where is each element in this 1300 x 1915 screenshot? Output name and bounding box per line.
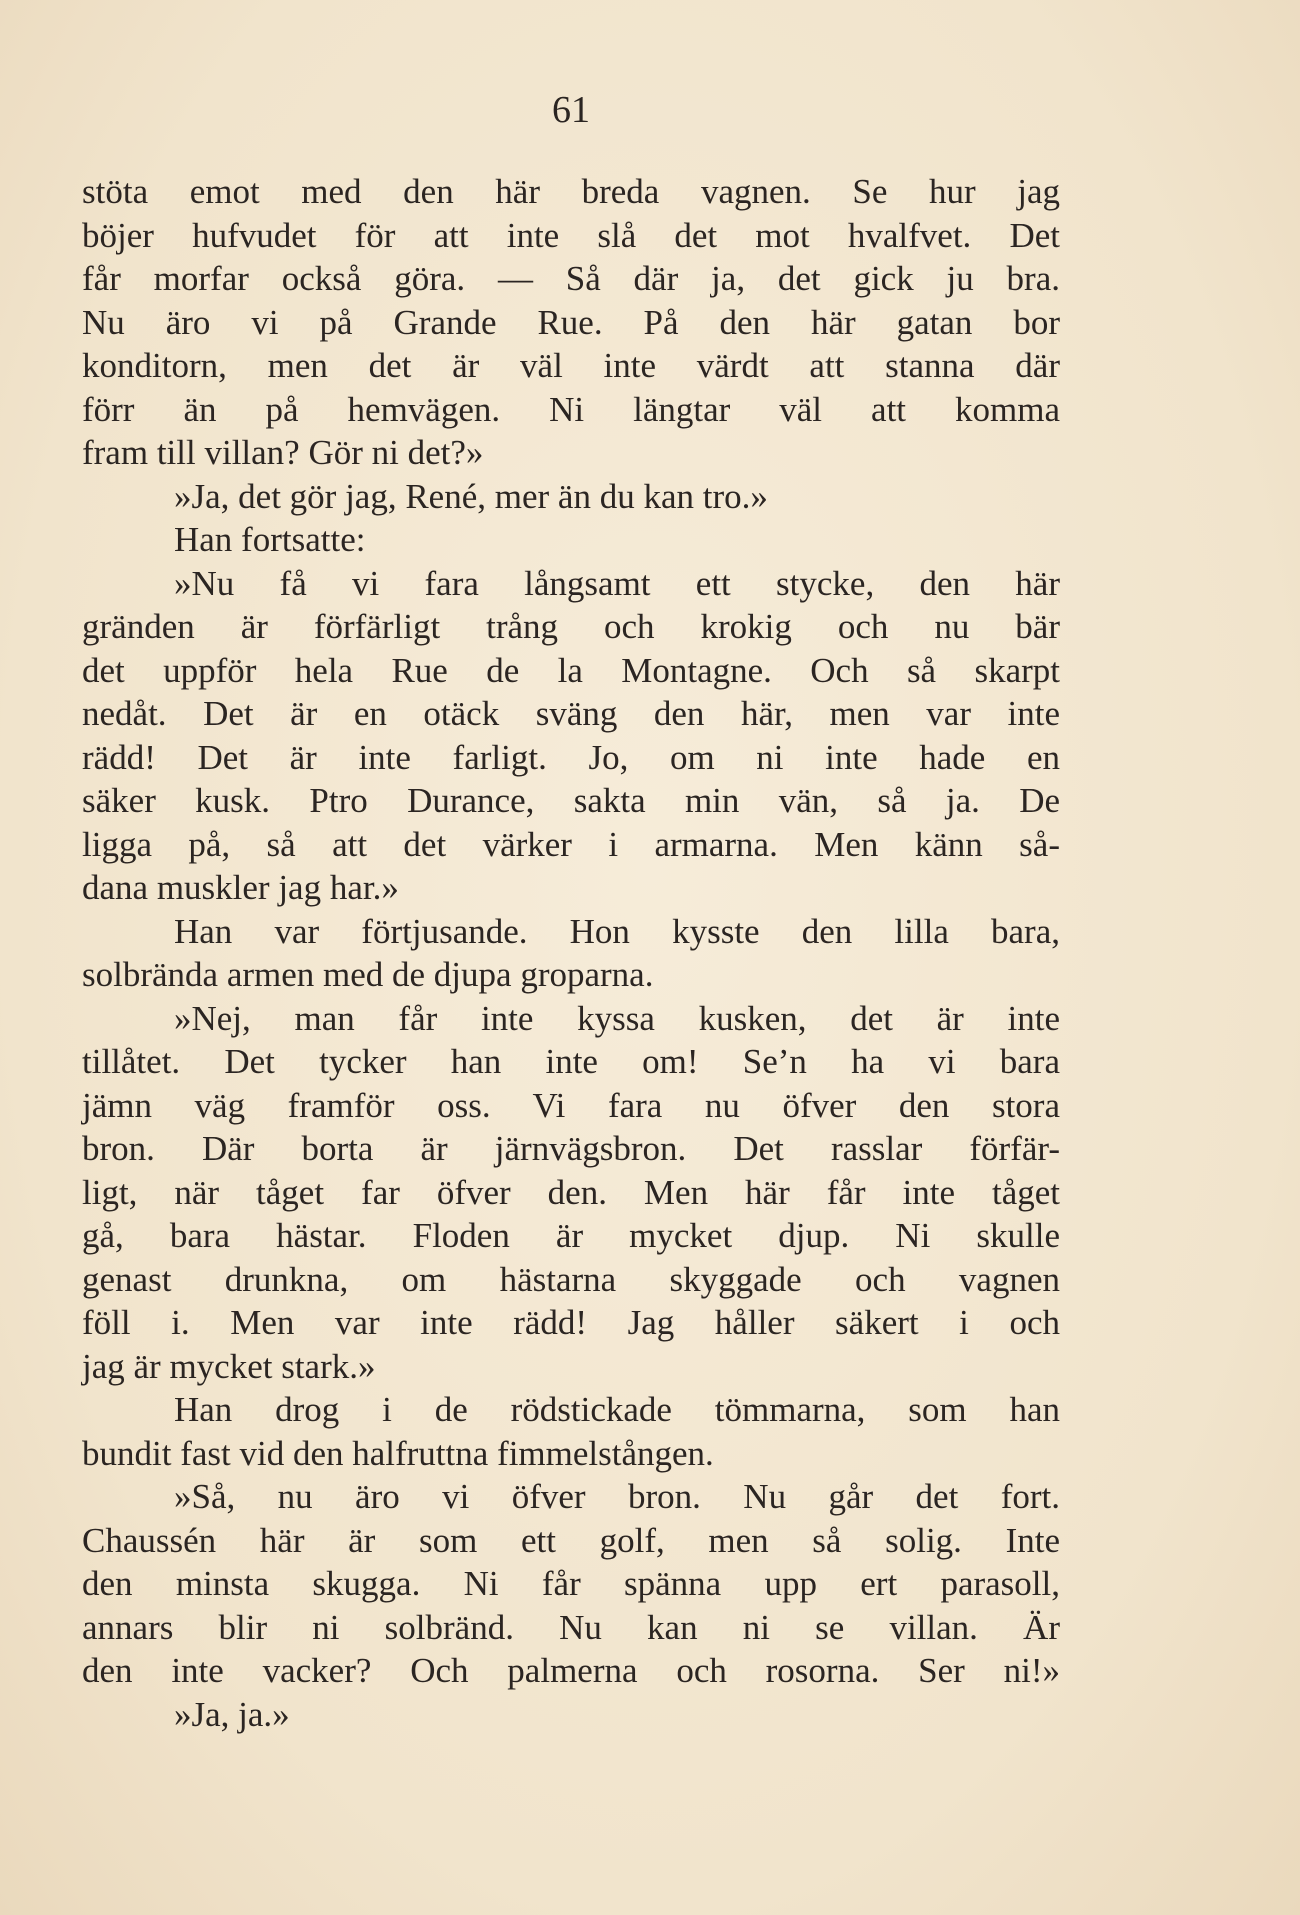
text-line: nedåt. Det är en otäck sväng den här, men var inte	[82, 694, 1060, 733]
text-line: den minsta skugga. Ni får spänna upp ert parasoll,	[82, 1564, 1060, 1603]
text-line: föll i. Men var inte rädd! Jag håller säkert i och	[82, 1303, 1060, 1342]
text-line: det uppför hela Rue de la Montagne. Och så skarpt	[82, 650, 1060, 690]
text-line: förr än på hemvägen. Ni längtar väl att komma	[82, 389, 1060, 429]
text-line: Han var förtjusande. Hon kysste den lilla bara,	[174, 911, 1060, 951]
text-line: rädd! Det är inte farligt. Jo, om ni inte hade en	[82, 737, 1060, 777]
text-line: jämn väg framför oss. Vi fara nu öfver den stora	[82, 1085, 1060, 1125]
text-line: fram till villan? Gör ni det?»	[82, 433, 484, 472]
text-line: gå, bara hästar. Floden är mycket djup. Ni skulle	[82, 1216, 1060, 1255]
text-line: »Nu få vi fara långsamt ett stycke, den här	[174, 563, 1060, 603]
text-line: dana muskler jag har.»	[82, 868, 399, 907]
text-line: annars blir ni solbränd. Nu kan ni se villan. Är	[82, 1607, 1060, 1647]
text-line: stöta emot med den här breda vagnen. Se hur jag	[82, 172, 1060, 211]
text-line: konditorn, men det är väl inte värdt att stanna där	[82, 346, 1060, 385]
text-line: Chaussén här är som ett golf, men så solig. Inte	[82, 1520, 1060, 1560]
text-line: jag är mycket stark.»	[82, 1346, 376, 1386]
text-line: »Nej, man får inte kyssa kusken, det är inte	[174, 998, 1060, 1038]
text-line: böjer hufvudet för att inte slå det mot hvalfvet. Det	[82, 215, 1060, 255]
text-line: får morfar också göra. — Så där ja, det gick ju bra.	[82, 259, 1060, 298]
text-line: bron. Där borta är järnvägsbron. Det rasslar förfär-	[82, 1129, 1060, 1168]
text-line: tillåtet. Det tycker han inte om! Se’n ha vi bara	[82, 1042, 1060, 1081]
text-line: »Ja, ja.»	[174, 1694, 290, 1734]
text-line: ligt, när tåget far öfver den. Men här får inte tåget	[82, 1172, 1060, 1212]
text-line: Han drog i de rödstickade tömmarna, som han	[174, 1390, 1060, 1429]
text-line: »Ja, det gör jag, René, mer än du kan tro.»	[174, 476, 768, 516]
text-line: den inte vacker? Och palmerna och rosorna. Ser ni!»	[82, 1651, 1060, 1690]
page-number: 61	[552, 89, 590, 131]
text-line: solbrända armen med de djupa groparna.	[82, 955, 654, 994]
text-line: bundit fast vid den halfruttna fimmelstången.	[82, 1433, 714, 1473]
text-line: Han fortsatte:	[174, 520, 366, 559]
text-line: ligga på, så att det värker i armarna. Men känn så-	[82, 824, 1060, 864]
text-line: Nu äro vi på Grande Rue. På den här gatan bor	[82, 302, 1060, 342]
text-line: »Så, nu äro vi öfver bron. Nu går det fort.	[174, 1477, 1060, 1516]
body-text	[82, 170, 1060, 1736]
text-line: gränden är förfärligt trång och krokig och nu bär	[82, 607, 1060, 646]
text-line: säker kusk. Ptro Durance, sakta min vän, så ja. De	[82, 781, 1060, 820]
text-line: genast drunkna, om hästarna skyggade och vagnen	[82, 1259, 1060, 1299]
